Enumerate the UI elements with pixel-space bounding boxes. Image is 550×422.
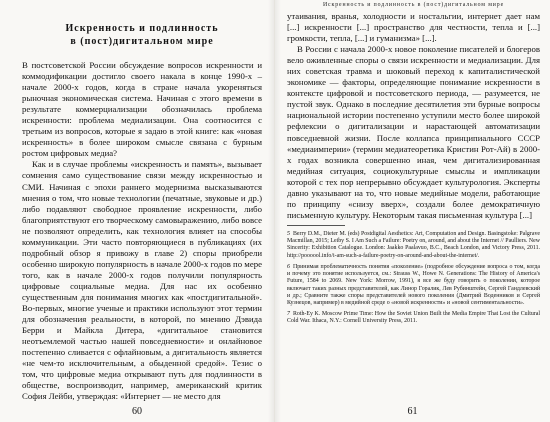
footnote: [287, 231, 540, 260]
left-paragraph-1: В постсоветской России обсуждение вопросов искренности и коммодификации достигло своего накала в конце 1990-х – начале 2000-х годов, когда в стране начала укореняться рыночная экономическая система. Начиная с этого времени в результате коммерциализации обозначилась проблема искренности: проблема медиализации. Она соотносится с третьим из вопросов, которые я задаю в этой книге: как «новая искренность» в более широком смысле связана с бурным ростом цифровых медиа?: [22, 60, 262, 159]
footnote-number: 5: [287, 230, 290, 237]
chapter-title-line-2: в (пост)дигитальном мире: [70, 36, 214, 47]
gutter-shadow: [275, 0, 281, 422]
footnote-text: Roth-Ey K. Moscow Prime Time: How the Soviet Union Built the Media Empire That Lost the Cultural Cold War. Ithaca, N.Y.: Cornell University Press, 2011.: [287, 311, 540, 325]
footnotes: [287, 231, 540, 326]
chapter-title-line-1: Искренность и подлинность: [65, 23, 219, 34]
right-page: [275, 0, 550, 422]
footnote-number: 7: [287, 311, 290, 318]
page-number-left: 60: [132, 406, 142, 417]
right-paragraph-1: утаивания, вранья, холодности и ностальгии, интернет дает нам [...] искренности [...] пространство для честности, тепла и [...] громкости, тепла, [...] и гуманизма» [...].: [287, 11, 540, 44]
page-number-right: 61: [407, 406, 418, 417]
left-paragraph-2: Как и в случае проблемы «искренность и память», вызывает сомнения само существование связи между искренностью и СМИ. Начиная с эпохи раннего модернизма высказываются мнения о том, что новые технологии (печатные, звуковые и др.) либо подавляют свободное проявление искренности, либо благоприятствуют его творческому самовыражению, либо вовсе не позволяют определить, как технология влияет на способы коммуникации. Эти часто повторяющиеся в публикациях (их подробный обзор я привожу в главе 2) споры приобрели особенно широкую популярность в начале 2000-х годов по мере того, как в начале 2000-х годов получили популярность цифровые социальные медиа. Для нас их особенно существенным для понимания многих как «постдигитальной». Во-первых, многие ученые и практики используют этот термин для обозначения реальности, в которой, по мнению Дэвида Берри и Майкла Дитера, «дигитальное становится неотъемлемой частью нашей повседневности» и онлайновое постепенно сливается с офлайновым, а дигитальность является «не чем-то исключительным, а обыденной средой». Тезис о том, что цифровые медиа открывают путь для подлинности в обществе, воспроизводит, например, американский критик София Лейби, утверждая: «Интернет — не место для: [22, 159, 262, 402]
footnote-text: Принимая проблематичность понятия «поколение» (подробное обсуждение вопроса о том, когда и почему это понятие используется, см.: Strauss W., Howe N. Generations: The History of America's Future, 1584 to 2069. New York: Morrow, 1991), я все же буду говорить о поколении, которое включает таких разных представителей, как Линор Горалик, Лев Рубинштейн, Сергей Гандлевский и др.; Сравните также споры представителей нового поколения (Дмитрий Воденников и Сергей Кузнецов, например) в медийной среде о «новой искренности» и «новой сентиментальности».: [287, 263, 540, 307]
chapter-title: [22, 18, 262, 48]
right-paragraph-2: В России с начала 2000-х новое поколение писателей и блогеров вело оживленные споры о связи искренности и медиализации. Для них советская травма и шоковый переход к капиталистической экономике — факторы, определяющие понимание искренности в контексте цифровой и постсоветского периода, — разумеется, не пустой звук. Однако в последние десятилетия эти бурные вопросы национальной истории постепенно уступили место более широкой рефлексии о дигитализации и нарастающей автоматизации повседневной жизни. После коллапса принципиального СССР «медиаимперии» (термин медиатеоретика Кристин Рот-Ай) в 2000-х годах возникла совершенно иная, чем дигитализированная медийная ситуация, социокультурные смыслы и импликации которой с тех пор непрерывно обсуждает культурология. Эксперты давно указывают на то, что новые медийные модели, работающие по принципу «снизу вверх», создали более демократичную письменную культуру. Некоторым такая письменная культура [...]: [287, 44, 540, 220]
running-head: Искренность и подлинность в (пост)дигитальном мире: [322, 2, 505, 8]
gutter-shadow: [268, 0, 274, 422]
footnote: [287, 264, 540, 308]
footnote-number: 6: [287, 263, 290, 270]
footnote-rule: [287, 225, 345, 226]
footnote-text: Berry D.M., Dieter M. (eds) Postdigital Aesthetics: Art, Computation and Design. Basingstoke: Palgrave Macmillan, 2015; Leiby S. I Am Such a Failure: Poetry on, around, and about the Internet // Paulliers. New Sincerity: Exhibition Catalogue. London: Jaakko Paalavuo, B.C., Beach London, and Victory Press, 2011. http://poooool.info/i-am-such-a-failure-poetry-on-around-and-about-the-internet/.: [287, 230, 540, 259]
footnote: [287, 311, 540, 326]
